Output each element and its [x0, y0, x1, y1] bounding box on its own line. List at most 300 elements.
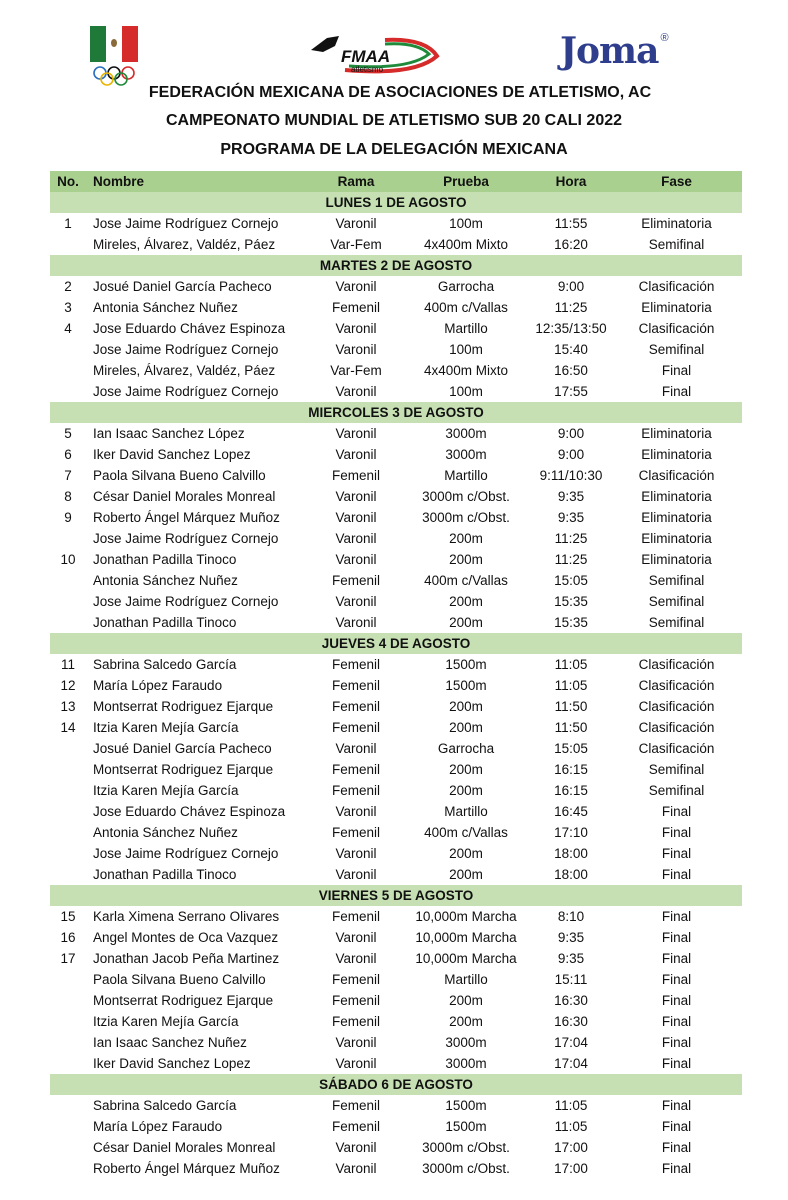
- athlete-number: [50, 234, 86, 255]
- phase: Clasificación: [638, 657, 715, 672]
- time: 16:15: [554, 783, 588, 798]
- table-row: [50, 990, 742, 1011]
- event: 200m: [449, 846, 483, 861]
- athlete-name: Jonathan Jacob Peña Martinez: [93, 951, 280, 966]
- olympic-rings-logo: [92, 66, 152, 86]
- event: 4x400m Mixto: [423, 237, 509, 252]
- event: 1500m: [445, 657, 487, 672]
- athlete-name: Karla Ximena Serrano Olivares: [93, 909, 280, 924]
- athlete-number: 12: [60, 678, 76, 693]
- athlete-name: César Daniel Morales Monreal: [93, 489, 276, 504]
- time: 9:35: [557, 510, 585, 525]
- time: 9:00: [557, 426, 585, 441]
- phase: Semifinal: [648, 762, 705, 777]
- branch: Femenil: [331, 300, 380, 315]
- table-row: [50, 612, 742, 633]
- phase: Semifinal: [648, 783, 705, 798]
- phase: Clasificación: [638, 699, 715, 714]
- athlete-name: Antonia Sánchez Nuñez: [93, 573, 238, 588]
- day-label: VIERNES 5 DE AGOSTO: [50, 885, 742, 906]
- table-row: [50, 654, 742, 675]
- col-hora: Hora: [531, 171, 611, 192]
- athlete-number: [50, 1032, 86, 1053]
- federation-title: FEDERACIÓN MEXICANA DE ASOCIACIONES DE ATLETISMO, AC: [148, 84, 652, 101]
- branch: Femenil: [331, 573, 380, 588]
- table-row: [50, 507, 742, 528]
- athlete-name: Iker David Sanchez Lopez: [93, 447, 251, 462]
- athlete-name: Sabrina Salcedo García: [93, 1098, 237, 1113]
- col-rama: Rama: [311, 171, 401, 192]
- athlete-number: 10: [60, 552, 76, 567]
- table-row: [50, 1116, 742, 1137]
- phase: Final: [661, 1098, 692, 1113]
- phase: Final: [661, 1161, 692, 1176]
- athlete-number: [50, 843, 86, 864]
- table-row: [50, 213, 742, 234]
- athlete-number: [50, 381, 86, 402]
- col-fase: Fase: [611, 171, 742, 192]
- event: 200m: [449, 762, 483, 777]
- branch: Femenil: [331, 972, 380, 987]
- athlete-number: [50, 612, 86, 633]
- athlete-number: [50, 969, 86, 990]
- table-row: [50, 843, 742, 864]
- day-label: SÁBADO 6 DE AGOSTO: [50, 1074, 742, 1095]
- time: 17:00: [554, 1161, 588, 1176]
- time: 9:35: [557, 930, 585, 945]
- event: 3000m: [445, 426, 487, 441]
- athlete-number: [50, 1137, 86, 1158]
- event: 3000m c/Obst.: [422, 1161, 510, 1176]
- table-row: [50, 465, 742, 486]
- athlete-number: 4: [64, 321, 72, 336]
- time: 11:50: [554, 699, 588, 714]
- athlete-name: Jose Eduardo Chávez Espinoza: [93, 804, 286, 819]
- athlete-number: 1: [64, 216, 72, 231]
- phase: Final: [661, 1119, 692, 1134]
- time: 9:00: [557, 447, 585, 462]
- branch: Varonil: [335, 1140, 377, 1155]
- phase: Final: [661, 1056, 692, 1071]
- fmaa-logo: [305, 30, 445, 75]
- event: 200m: [449, 594, 483, 609]
- event: Garrocha: [437, 279, 495, 294]
- athlete-name: Montserrat Rodriguez Ejarque: [93, 762, 274, 777]
- time: 18:00: [554, 846, 588, 861]
- athlete-number: [50, 1116, 86, 1137]
- table-row: [50, 927, 742, 948]
- athlete-number: [50, 1158, 86, 1179]
- time: 15:35: [554, 615, 588, 630]
- athlete-number: 2: [64, 279, 72, 294]
- branch: Varonil: [335, 552, 377, 567]
- joma-logo-text: Joma: [560, 30, 659, 72]
- table-row: [50, 738, 742, 759]
- col-nombre: Nombre: [86, 171, 311, 192]
- table-row: [50, 444, 742, 465]
- athlete-name: Josué Daniel García Pacheco: [93, 741, 272, 756]
- table-row: [50, 591, 742, 612]
- championship-title: CAMPEONATO MUNDIAL DE ATLETISMO SUB 20 CALI 2022: [165, 112, 623, 129]
- event: 200m: [449, 615, 483, 630]
- phase: Eliminatoria: [641, 552, 712, 567]
- athlete-name: Itzia Karen Mejía García: [93, 783, 239, 798]
- athlete-number: 15: [60, 909, 76, 924]
- phase: Clasificación: [638, 279, 715, 294]
- day-label: LUNES 1 DE AGOSTO: [50, 192, 742, 213]
- phase: Clasificación: [638, 720, 715, 735]
- time: 15:05: [554, 573, 588, 588]
- branch: Varonil: [335, 1035, 377, 1050]
- branch: Var-Fem: [330, 237, 382, 252]
- time: 11:05: [554, 657, 588, 672]
- branch: Femenil: [331, 1119, 380, 1134]
- table-row: [50, 1095, 742, 1116]
- day-header-row: [50, 255, 742, 276]
- phase: Semifinal: [648, 573, 705, 588]
- branch: Varonil: [335, 510, 377, 525]
- athlete-number: 9: [64, 510, 72, 525]
- event: 4x400m Mixto: [423, 363, 509, 378]
- svg-text:FMAA: FMAA: [341, 47, 391, 66]
- table-row: [50, 549, 742, 570]
- branch: Femenil: [331, 657, 380, 672]
- phase: Semifinal: [648, 594, 705, 609]
- table-row: [50, 864, 742, 885]
- athlete-name: María López Faraudo: [93, 1119, 223, 1134]
- athlete-name: Itzia Karen Mejía García: [93, 720, 239, 735]
- table-row: [50, 570, 742, 591]
- branch: Varonil: [335, 279, 377, 294]
- time: 11:55: [554, 216, 588, 231]
- athlete-name: Mireles, Álvarez, Valdéz, Páez: [93, 363, 276, 378]
- event: 200m: [449, 867, 483, 882]
- branch: Varonil: [335, 426, 377, 441]
- time: 11:05: [554, 1098, 588, 1113]
- athlete-name: Iker David Sanchez Lopez: [93, 1056, 251, 1071]
- table-row: [50, 801, 742, 822]
- time: 12:35/13:50: [535, 321, 607, 336]
- table-row: [50, 1137, 742, 1158]
- athlete-name: Paola Silvana Bueno Calvillo: [93, 972, 266, 987]
- branch: Femenil: [331, 993, 380, 1008]
- athlete-name: Montserrat Rodriguez Ejarque: [93, 993, 274, 1008]
- branch: Varonil: [335, 951, 377, 966]
- time: 11:25: [554, 552, 588, 567]
- athlete-name: Ian Isaac Sanchez Nuñez: [93, 1035, 247, 1050]
- event: 200m: [449, 993, 483, 1008]
- athlete-name: Jose Jaime Rodríguez Cornejo: [93, 531, 279, 546]
- day-header-row: [50, 1074, 742, 1095]
- branch: Varonil: [335, 384, 377, 399]
- phase: Final: [661, 1014, 692, 1029]
- phase: Final: [661, 384, 692, 399]
- phase: Final: [661, 930, 692, 945]
- table-header-row: [50, 171, 742, 192]
- phase: Clasificación: [638, 741, 715, 756]
- svg-text:atletismo: atletismo: [351, 65, 384, 74]
- table-row: [50, 780, 742, 801]
- registered-mark: ®: [660, 32, 668, 44]
- athlete-number: 3: [64, 300, 72, 315]
- phase: Eliminatoria: [641, 531, 712, 546]
- athlete-number: [50, 591, 86, 612]
- phase: Final: [661, 846, 692, 861]
- table-row: [50, 969, 742, 990]
- table-row: [50, 528, 742, 549]
- event: 100m: [449, 384, 483, 399]
- athlete-number: 13: [60, 699, 76, 714]
- table-row: [50, 717, 742, 738]
- phase: Clasificación: [638, 321, 715, 336]
- athlete-number: [50, 759, 86, 780]
- branch: Femenil: [331, 468, 380, 483]
- branch: Varonil: [335, 615, 377, 630]
- athlete-name: Antonia Sánchez Nuñez: [93, 300, 238, 315]
- athlete-name: Paola Silvana Bueno Calvillo: [93, 468, 266, 483]
- athlete-name: María López Faraudo: [93, 678, 223, 693]
- joma-logo: [560, 30, 668, 72]
- athlete-number: [50, 822, 86, 843]
- phase: Eliminatoria: [641, 510, 712, 525]
- branch: Varonil: [335, 321, 377, 336]
- athlete-number: 6: [64, 447, 72, 462]
- athlete-name: Jose Jaime Rodríguez Cornejo: [93, 846, 279, 861]
- athlete-name: Roberto Ángel Márquez Muñoz: [93, 510, 280, 525]
- phase: Eliminatoria: [641, 489, 712, 504]
- branch: Var-Fem: [330, 363, 382, 378]
- athlete-name: Antonia Sánchez Nuñez: [93, 825, 238, 840]
- phase: Eliminatoria: [641, 426, 712, 441]
- table-row: [50, 822, 742, 843]
- athlete-number: [50, 570, 86, 591]
- event: Martillo: [444, 321, 488, 336]
- event: 3000m: [445, 1035, 487, 1050]
- event: 100m: [449, 342, 483, 357]
- phase: Semifinal: [648, 237, 705, 252]
- time: 9:11/10:30: [539, 468, 603, 483]
- athlete-name: Jose Jaime Rodríguez Cornejo: [93, 342, 279, 357]
- athlete-number: [50, 339, 86, 360]
- phase: Final: [661, 1035, 692, 1050]
- time: 16:50: [554, 363, 588, 378]
- phase: Semifinal: [648, 342, 705, 357]
- event: 200m: [449, 531, 483, 546]
- phase: Final: [661, 972, 692, 987]
- col-prueba: Prueba: [401, 171, 531, 192]
- program-title: PROGRAMA DE LA DELEGACIÓN MEXICANA: [220, 141, 568, 158]
- time: 11:05: [554, 678, 588, 693]
- athlete-number: [50, 1011, 86, 1032]
- table-row: [50, 234, 742, 255]
- table-row: [50, 696, 742, 717]
- event: Garrocha: [437, 741, 495, 756]
- branch: Femenil: [331, 762, 380, 777]
- athlete-name: Angel Montes de Oca Vazquez: [93, 930, 279, 945]
- time: 9:35: [557, 951, 585, 966]
- branch: Varonil: [335, 804, 377, 819]
- branch: Varonil: [335, 1161, 377, 1176]
- phase: Final: [661, 909, 692, 924]
- day-header-row: [50, 192, 742, 213]
- branch: Varonil: [335, 342, 377, 357]
- time: 16:30: [554, 993, 588, 1008]
- time: 15:40: [554, 342, 588, 357]
- athlete-name: Ian Isaac Sanchez López: [93, 426, 245, 441]
- event: 10,000m Marcha: [415, 951, 517, 966]
- table-row: [50, 1011, 742, 1032]
- athlete-name: Jonathan Padilla Tinoco: [93, 867, 237, 882]
- athlete-number: [50, 738, 86, 759]
- event: 200m: [449, 699, 483, 714]
- athlete-number: [50, 528, 86, 549]
- phase: Final: [661, 993, 692, 1008]
- athlete-name: Mireles, Álvarez, Valdéz, Páez: [93, 237, 276, 252]
- athlete-name: Roberto Ángel Márquez Muñoz: [93, 1161, 280, 1176]
- table-row: [50, 675, 742, 696]
- event: 3000m c/Obst.: [422, 1140, 510, 1155]
- athlete-number: [50, 801, 86, 822]
- time: 16:30: [554, 1014, 588, 1029]
- table-row: [50, 906, 742, 927]
- phase: Final: [661, 804, 692, 819]
- branch: Varonil: [335, 489, 377, 504]
- branch: Femenil: [331, 1014, 380, 1029]
- athlete-number: 7: [64, 468, 72, 483]
- day-header-row: [50, 885, 742, 906]
- time: 16:20: [554, 237, 588, 252]
- athlete-name: Jonathan Padilla Tinoco: [93, 552, 237, 567]
- table-row: [50, 1032, 742, 1053]
- event: 1500m: [445, 1098, 487, 1113]
- phase: Eliminatoria: [641, 216, 712, 231]
- branch: Varonil: [335, 594, 377, 609]
- athlete-name: Jose Jaime Rodríguez Cornejo: [93, 216, 279, 231]
- time: 11:50: [554, 720, 588, 735]
- phase: Clasificación: [638, 678, 715, 693]
- table-row: [50, 759, 742, 780]
- branch: Varonil: [335, 846, 377, 861]
- phase: Final: [661, 1140, 692, 1155]
- event: 200m: [449, 552, 483, 567]
- table-row: [50, 423, 742, 444]
- event: 3000m: [445, 447, 487, 462]
- athlete-number: [50, 780, 86, 801]
- table-row: [50, 948, 742, 969]
- phase: Final: [661, 867, 692, 882]
- athlete-number: 11: [60, 657, 75, 672]
- branch: Femenil: [331, 699, 380, 714]
- time: 11:25: [554, 300, 588, 315]
- event: 10,000m Marcha: [415, 930, 517, 945]
- time: 18:00: [554, 867, 588, 882]
- event: Martillo: [444, 468, 488, 483]
- table-row: [50, 297, 742, 318]
- athlete-name: Sabrina Salcedo García: [93, 657, 237, 672]
- table-body: [50, 192, 742, 1179]
- athlete-name: Jonathan Padilla Tinoco: [93, 615, 237, 630]
- event: 400m c/Vallas: [424, 573, 508, 588]
- branch: Femenil: [331, 909, 380, 924]
- athlete-name: Jose Jaime Rodríguez Cornejo: [93, 384, 279, 399]
- time: 17:00: [554, 1140, 588, 1155]
- branch: Femenil: [331, 1098, 380, 1113]
- time: 11:25: [554, 531, 588, 546]
- branch: Femenil: [331, 720, 380, 735]
- phase: Final: [661, 825, 692, 840]
- phase: Eliminatoria: [641, 447, 712, 462]
- day-label: MIERCOLES 3 DE AGOSTO: [50, 402, 742, 423]
- event: 200m: [449, 720, 483, 735]
- event: 1500m: [445, 678, 487, 693]
- event: 1500m: [445, 1119, 487, 1134]
- event: Martillo: [444, 804, 488, 819]
- branch: Varonil: [335, 531, 377, 546]
- event: 3000m: [445, 1056, 487, 1071]
- branch: Varonil: [335, 867, 377, 882]
- time: 16:15: [554, 762, 588, 777]
- table-row: [50, 381, 742, 402]
- athlete-name: Josué Daniel García Pacheco: [93, 279, 272, 294]
- day-header-row: [50, 402, 742, 423]
- athlete-number: [50, 1053, 86, 1074]
- event: 400m c/Vallas: [424, 300, 508, 315]
- branch: Varonil: [335, 741, 377, 756]
- time: 17:04: [554, 1056, 588, 1071]
- athlete-number: 17: [60, 951, 76, 966]
- event: Martillo: [444, 972, 488, 987]
- branch: Femenil: [331, 678, 380, 693]
- time: 9:35: [557, 489, 585, 504]
- event: 3000m c/Obst.: [422, 489, 510, 504]
- col-no: No.: [50, 171, 86, 192]
- event: 10,000m Marcha: [415, 909, 517, 924]
- athlete-name: Jose Jaime Rodríguez Cornejo: [93, 594, 279, 609]
- athlete-number: [50, 864, 86, 885]
- time: 8:10: [557, 909, 585, 924]
- time: 17:04: [554, 1035, 588, 1050]
- time: 17:10: [554, 825, 588, 840]
- phase: Eliminatoria: [641, 300, 712, 315]
- athlete-name: César Daniel Morales Monreal: [93, 1140, 276, 1155]
- time: 15:35: [554, 594, 588, 609]
- athlete-number: 14: [60, 720, 76, 735]
- day-label: JUEVES 4 DE AGOSTO: [50, 633, 742, 654]
- day-header-row: [50, 633, 742, 654]
- event: 200m: [449, 783, 483, 798]
- athlete-number: [50, 990, 86, 1011]
- table-row: [50, 339, 742, 360]
- branch: Varonil: [335, 447, 377, 462]
- athlete-number: 8: [64, 489, 72, 504]
- table-row: [50, 360, 742, 381]
- event: 400m c/Vallas: [424, 825, 508, 840]
- time: 11:05: [554, 1119, 588, 1134]
- time: 15:11: [554, 972, 588, 987]
- table-row: [50, 1053, 742, 1074]
- athlete-number: [50, 1095, 86, 1116]
- event: 100m: [449, 216, 483, 231]
- day-label: MARTES 2 DE AGOSTO: [50, 255, 742, 276]
- branch: Varonil: [335, 216, 377, 231]
- phase: Final: [661, 951, 692, 966]
- branch: Femenil: [331, 783, 380, 798]
- branch: Varonil: [335, 1056, 377, 1071]
- time: 15:05: [554, 741, 588, 756]
- time: 9:00: [557, 279, 585, 294]
- table-row: [50, 276, 742, 297]
- time: 17:55: [554, 384, 588, 399]
